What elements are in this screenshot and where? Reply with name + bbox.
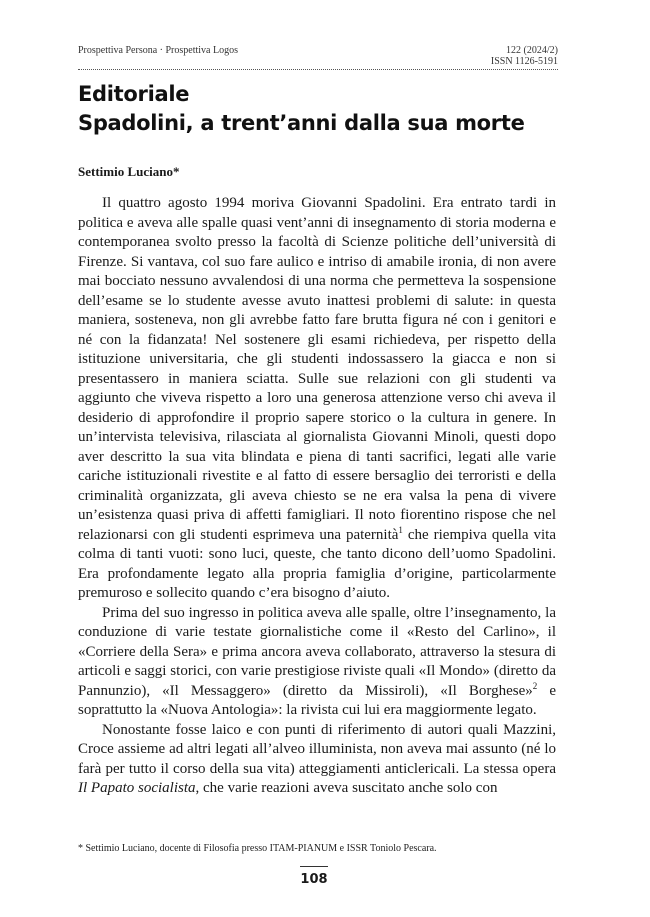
issn: ISSN 1126-5191 [490,56,558,67]
paragraph-1-text-b: che riempiva quella vita colma di tanti vuoti: sono luci, queste, che tanto dicono dell’uomo Spadolini. Era profondamente legato alla propria famiglia d’origine, particolarmente premuroso e sollecito quando c’era bisogno d’aiuto. [78,526,556,601]
paragraph-3-text-b: , che varie reazioni aveva suscitato anche solo con [195,780,498,796]
issue-info [491,45,558,67]
title-line-1: Editoriale [78,82,190,106]
journal-name: Prospettiva Persona · Prospettiva Logos [78,45,238,56]
issue-number: 122 (2024/2) [506,45,558,56]
paragraph-3-text-a: Nonostante fosse laico e con punti di riferimento di autori quali Mazzini, Croce assieme ad altri legati all’alveo illuminista, non aveva mai assunto (né lo farà per tutto il corso della sua vita) atteggiamenti anticlericali. La stessa opera [78,721,556,777]
paragraph-2-text-a: Prima del suo ingresso in politica aveva alle spalle, oltre l’insegnamento, la conduzione di varie testate giornalistiche come il «Resto del Carlino», il «Corriere della Sera» e prima ancora aveva collaborato, attraverso la stesura di articoli e saggi storici, con varie prestigiose riviste quali «Il Mondo» (diretto da Pannunzio), «Il Messaggero» (diretto da Missiroli), «Il Borghese» [78,604,556,699]
paragraph-1-text-a: Il quattro agosto 1994 moriva Giovanni Spadolini. Era entrato tardi in politica e aveva alle spalle quasi vent’anni di insegnamento di storia moderna e contemporanea svolto presso la facoltà di Scienze politiche dell’università di Firenze. Si vantava, col suo fare aulico e intriso di amabile ironia, di non avere mai bocciato nessuno avvalendosi di una norma che permetteva la sospensione dell’esame se lo studente avesse avuto inattesi problemi di salute: in questa maniera, sosteneva, non gli avrebbe fatto fare brutta figura né con i genitori e né con la fidanzata! Nel sostenere gli esami richiedeva, per rispetto della istituzione universitaria, che gli studenti indossassero la giacca e non si presentassero in maniera sciatta. Sulle sue relazioni con gli studenti va aggiunto che viveva rispetto a loro una generosa attenzione verso chi aveva il desiderio di approfondire il proprio sapere storico o la cultura in genere. In un’intervista televisiva, rilasciata al giornalista Giovanni Minoli, questi dopo aver descritto la sua vita blindata e piena di tanti sacrifici, legati alle varie cariche istituzionali rivestite e al fatto di essere bersaglio dei terroristi e della criminalità organizzata, gli aveva chiesto se ne era valsa la pena di vivere un’esistenza quasi priva di affetti famigliari. Il noto fiorentino rispose che nel relazionarsi con gli studenti esprimeva una paternità [78,195,556,543]
header-divider [78,69,558,70]
author-footnote: * Settimio Luciano, docente di Filosofia presso ITAM-PIANUM e ISSR Toniolo Pescara. [78,843,437,854]
paragraph-2-text-b: e soprattutto la «Nuova Antologia»: la rivista cui lui era maggiormente legato. [78,682,556,718]
author-name: Settimio Luciano* [78,164,180,179]
title-line-2: Spadolini, a trent’anni dalla sua morte [78,111,525,135]
article-title [78,80,578,138]
running-header [78,45,558,67]
article-body [78,194,556,799]
paragraph-2 [78,604,556,721]
paragraph-3 [78,721,556,799]
book-title: Il Papato socialista [78,780,196,796]
page-number-rule [300,866,328,867]
footnote-ref-1[interactable]: 1 [398,524,403,535]
page-number: 108 [300,872,328,887]
paragraph-1 [78,194,556,604]
footnote-ref-2[interactable]: 2 [532,680,538,691]
